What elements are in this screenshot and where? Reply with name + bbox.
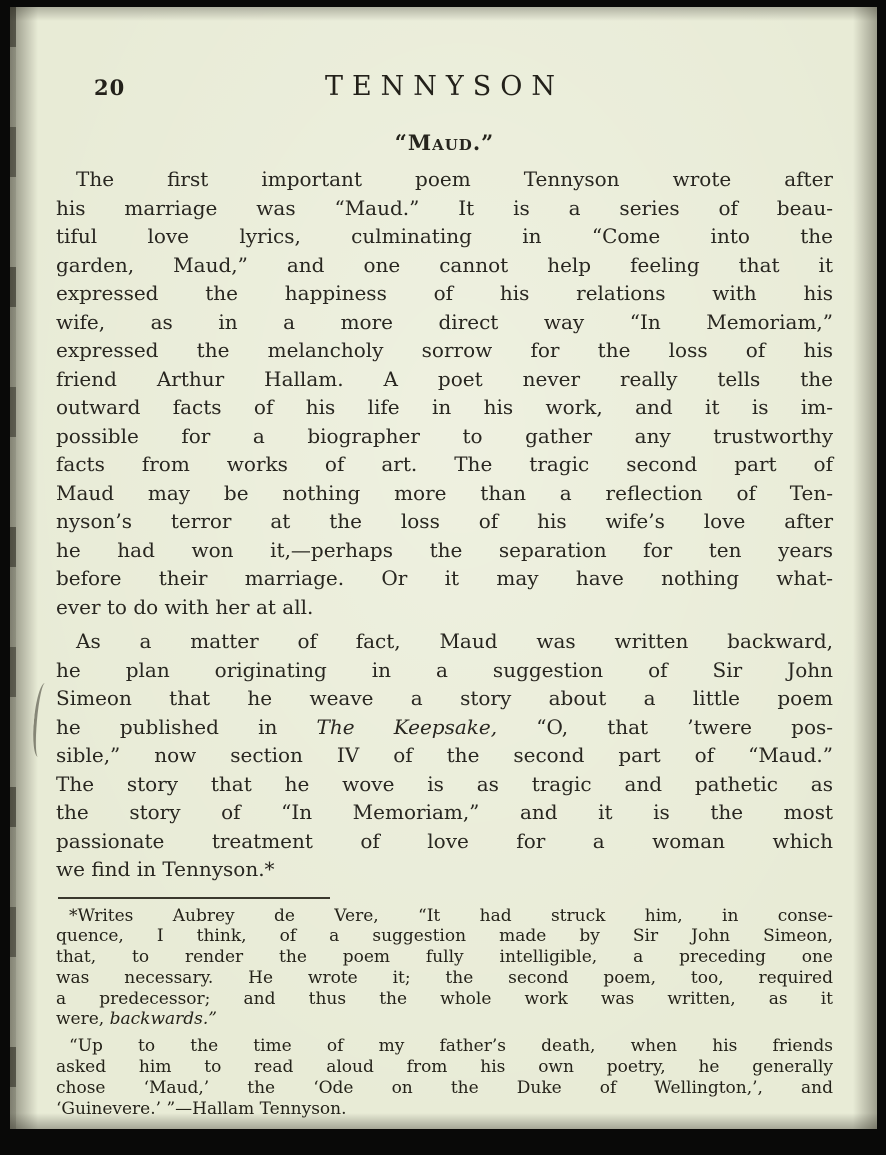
text-line: the story of “In Memoriam,” and it is the most xyxy=(56,800,833,824)
footnote-divider xyxy=(58,897,330,899)
paragraph xyxy=(56,1036,833,1119)
paragraph xyxy=(56,627,833,884)
text-line: before their marriage. Or it may have nothing what- xyxy=(56,566,833,590)
text-line: quence, I think, of a suggestion made by Sir John Simeon, xyxy=(56,926,833,947)
text-line: possible for a biographer to gather any trustworthy xyxy=(56,423,833,448)
text-line: sible,” now section IV of the second part of “Maud.” xyxy=(56,743,833,767)
footnote-text xyxy=(56,906,833,1120)
page-number: 20 xyxy=(94,75,126,100)
text-line: he plan originating in a suggestion of Sir John xyxy=(56,657,833,682)
text-line: chose ‘Maud,’ the ‘Ode on the Duke of Wellington,’, and xyxy=(56,1077,833,1098)
paragraph xyxy=(56,906,833,1031)
paragraph xyxy=(56,165,833,621)
text-line: his marriage was “Maud.” It is a series of beau- xyxy=(56,195,833,220)
text-line: a predecessor; and thus the whole work was written, as it xyxy=(56,988,833,1009)
text-line: nyson’s terror at the loss of his wife’s love after xyxy=(56,509,833,533)
text-line: were, backwards.” xyxy=(56,1009,217,1030)
page-header xyxy=(56,71,833,105)
text-line: Simeon that he weave a story about a little poem xyxy=(56,686,833,710)
text-line: he published in The Keepsake, “O, that ’twere pos- xyxy=(56,714,833,739)
text-line: he had won it,—perhaps the separation for ten years xyxy=(56,537,833,562)
text-line: ‘Guinevere.’ ”—Hallam Tennyson. xyxy=(56,1098,347,1119)
text-line: ever to do with her at all. xyxy=(56,594,314,619)
text-line: Maud may be nothing more than a reflection of Ten- xyxy=(56,480,833,505)
text-line: expressed the melancholy sorrow for the loss of his xyxy=(56,338,833,362)
section-title: “Maud.” xyxy=(394,130,495,155)
text-line: garden, Maud,” and one cannot help feeling that it xyxy=(56,252,833,277)
text-line: tiful love lyrics, culminating in “Come into the xyxy=(56,224,833,248)
text-line: facts from works of art. The tragic second part of xyxy=(56,452,833,476)
text-line: asked him to read aloud from his own poetry, he generally xyxy=(56,1057,833,1078)
text-line: expressed the happiness of his relations with his xyxy=(56,281,833,305)
text-line: *Writes Aubrey de Vere, “It had struck him, in conse- xyxy=(69,905,833,926)
body-text xyxy=(56,165,833,884)
text-line: The first important poem Tennyson wrote after xyxy=(76,167,833,191)
book-page-paper xyxy=(10,7,877,1129)
text-line: The story that he wove is as tragic and pathetic as xyxy=(56,771,833,796)
text-line: friend Arthur Hallam. A poet never really tells the xyxy=(56,366,833,391)
text-line: was necessary. He wrote it; the second poem, too, required xyxy=(56,967,833,988)
text-line: As a matter of fact, Maud was written backward, xyxy=(76,629,833,653)
text-line: passionate treatment of love for a woman which xyxy=(56,828,833,853)
page-content xyxy=(10,7,877,1119)
text-line: we find in Tennyson.* xyxy=(56,857,275,881)
text-line: outward facts of his life in his work, and it is im- xyxy=(56,395,833,419)
text-line: that, to render the poem fully intelligible, a preceding one xyxy=(56,947,833,968)
text-line: “Up to the time of my father’s death, when his friends xyxy=(69,1036,833,1057)
text-line: wife, as in a more direct way “In Memoriam,” xyxy=(56,309,833,334)
running-header-title: TENNYSON xyxy=(324,71,565,102)
